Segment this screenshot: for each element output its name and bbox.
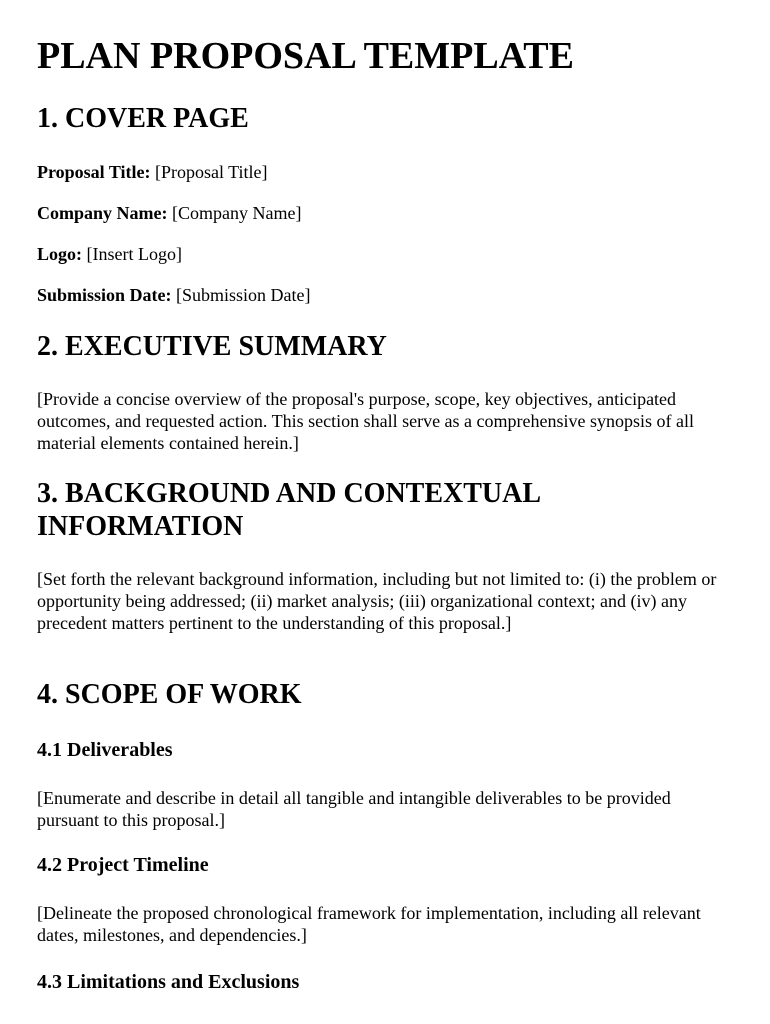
- background-text: [Set forth the relevant background information, including but not limited to: (i) the problem or opportunity being addressed; (ii) market analysis; (iii) organizational context; and (iv) any precedent matters pertinent to the understanding of this proposal.]: [37, 569, 717, 633]
- field-submission-date: [37, 284, 311, 306]
- timeline-text: [Delineate the proposed chronological framework for implementation, including all relevant dates, milestones, and dependencies.]: [37, 903, 701, 945]
- deliverables-text: [Enumerate and describe in detail all tangible and intangible deliverables to be provided pursuant to this proposal.]: [37, 788, 671, 830]
- field-value: [Proposal Title]: [155, 162, 268, 182]
- executive-summary-text: [Provide a concise overview of the proposal's purpose, scope, key objectives, anticipated outcomes, and requested action. This section shall serve as a comprehensive synopsis of all material elements contained herein.]: [37, 389, 694, 453]
- field-label: Submission Date:: [37, 285, 172, 305]
- field-value: [Company Name]: [172, 203, 302, 223]
- subsection-heading-limitations: 4.3 Limitations and Exclusions: [37, 971, 300, 993]
- subsection-heading-deliverables: 4.1 Deliverables: [37, 739, 173, 761]
- subsection-heading-project-timeline: 4.2 Project Timeline: [37, 854, 209, 876]
- field-value: [Submission Date]: [176, 285, 311, 305]
- field-label: Company Name:: [37, 203, 168, 223]
- field-logo: [37, 243, 182, 265]
- section-heading-scope-of-work: 4. SCOPE OF WORK: [37, 679, 302, 710]
- section-heading-executive-summary: 2. EXECUTIVE SUMMARY: [37, 331, 387, 362]
- field-label: Proposal Title:: [37, 162, 151, 182]
- field-value: [Insert Logo]: [86, 244, 182, 264]
- section-heading-background: 3. BACKGROUND AND CONTEXTUAL INFORMATION: [37, 478, 540, 542]
- document-title: PLAN PROPOSAL TEMPLATE: [37, 35, 574, 77]
- field-company-name: [37, 202, 301, 224]
- section-heading-cover-page: 1. COVER PAGE: [37, 103, 249, 134]
- field-label: Logo:: [37, 244, 82, 264]
- field-proposal-title: [37, 161, 268, 183]
